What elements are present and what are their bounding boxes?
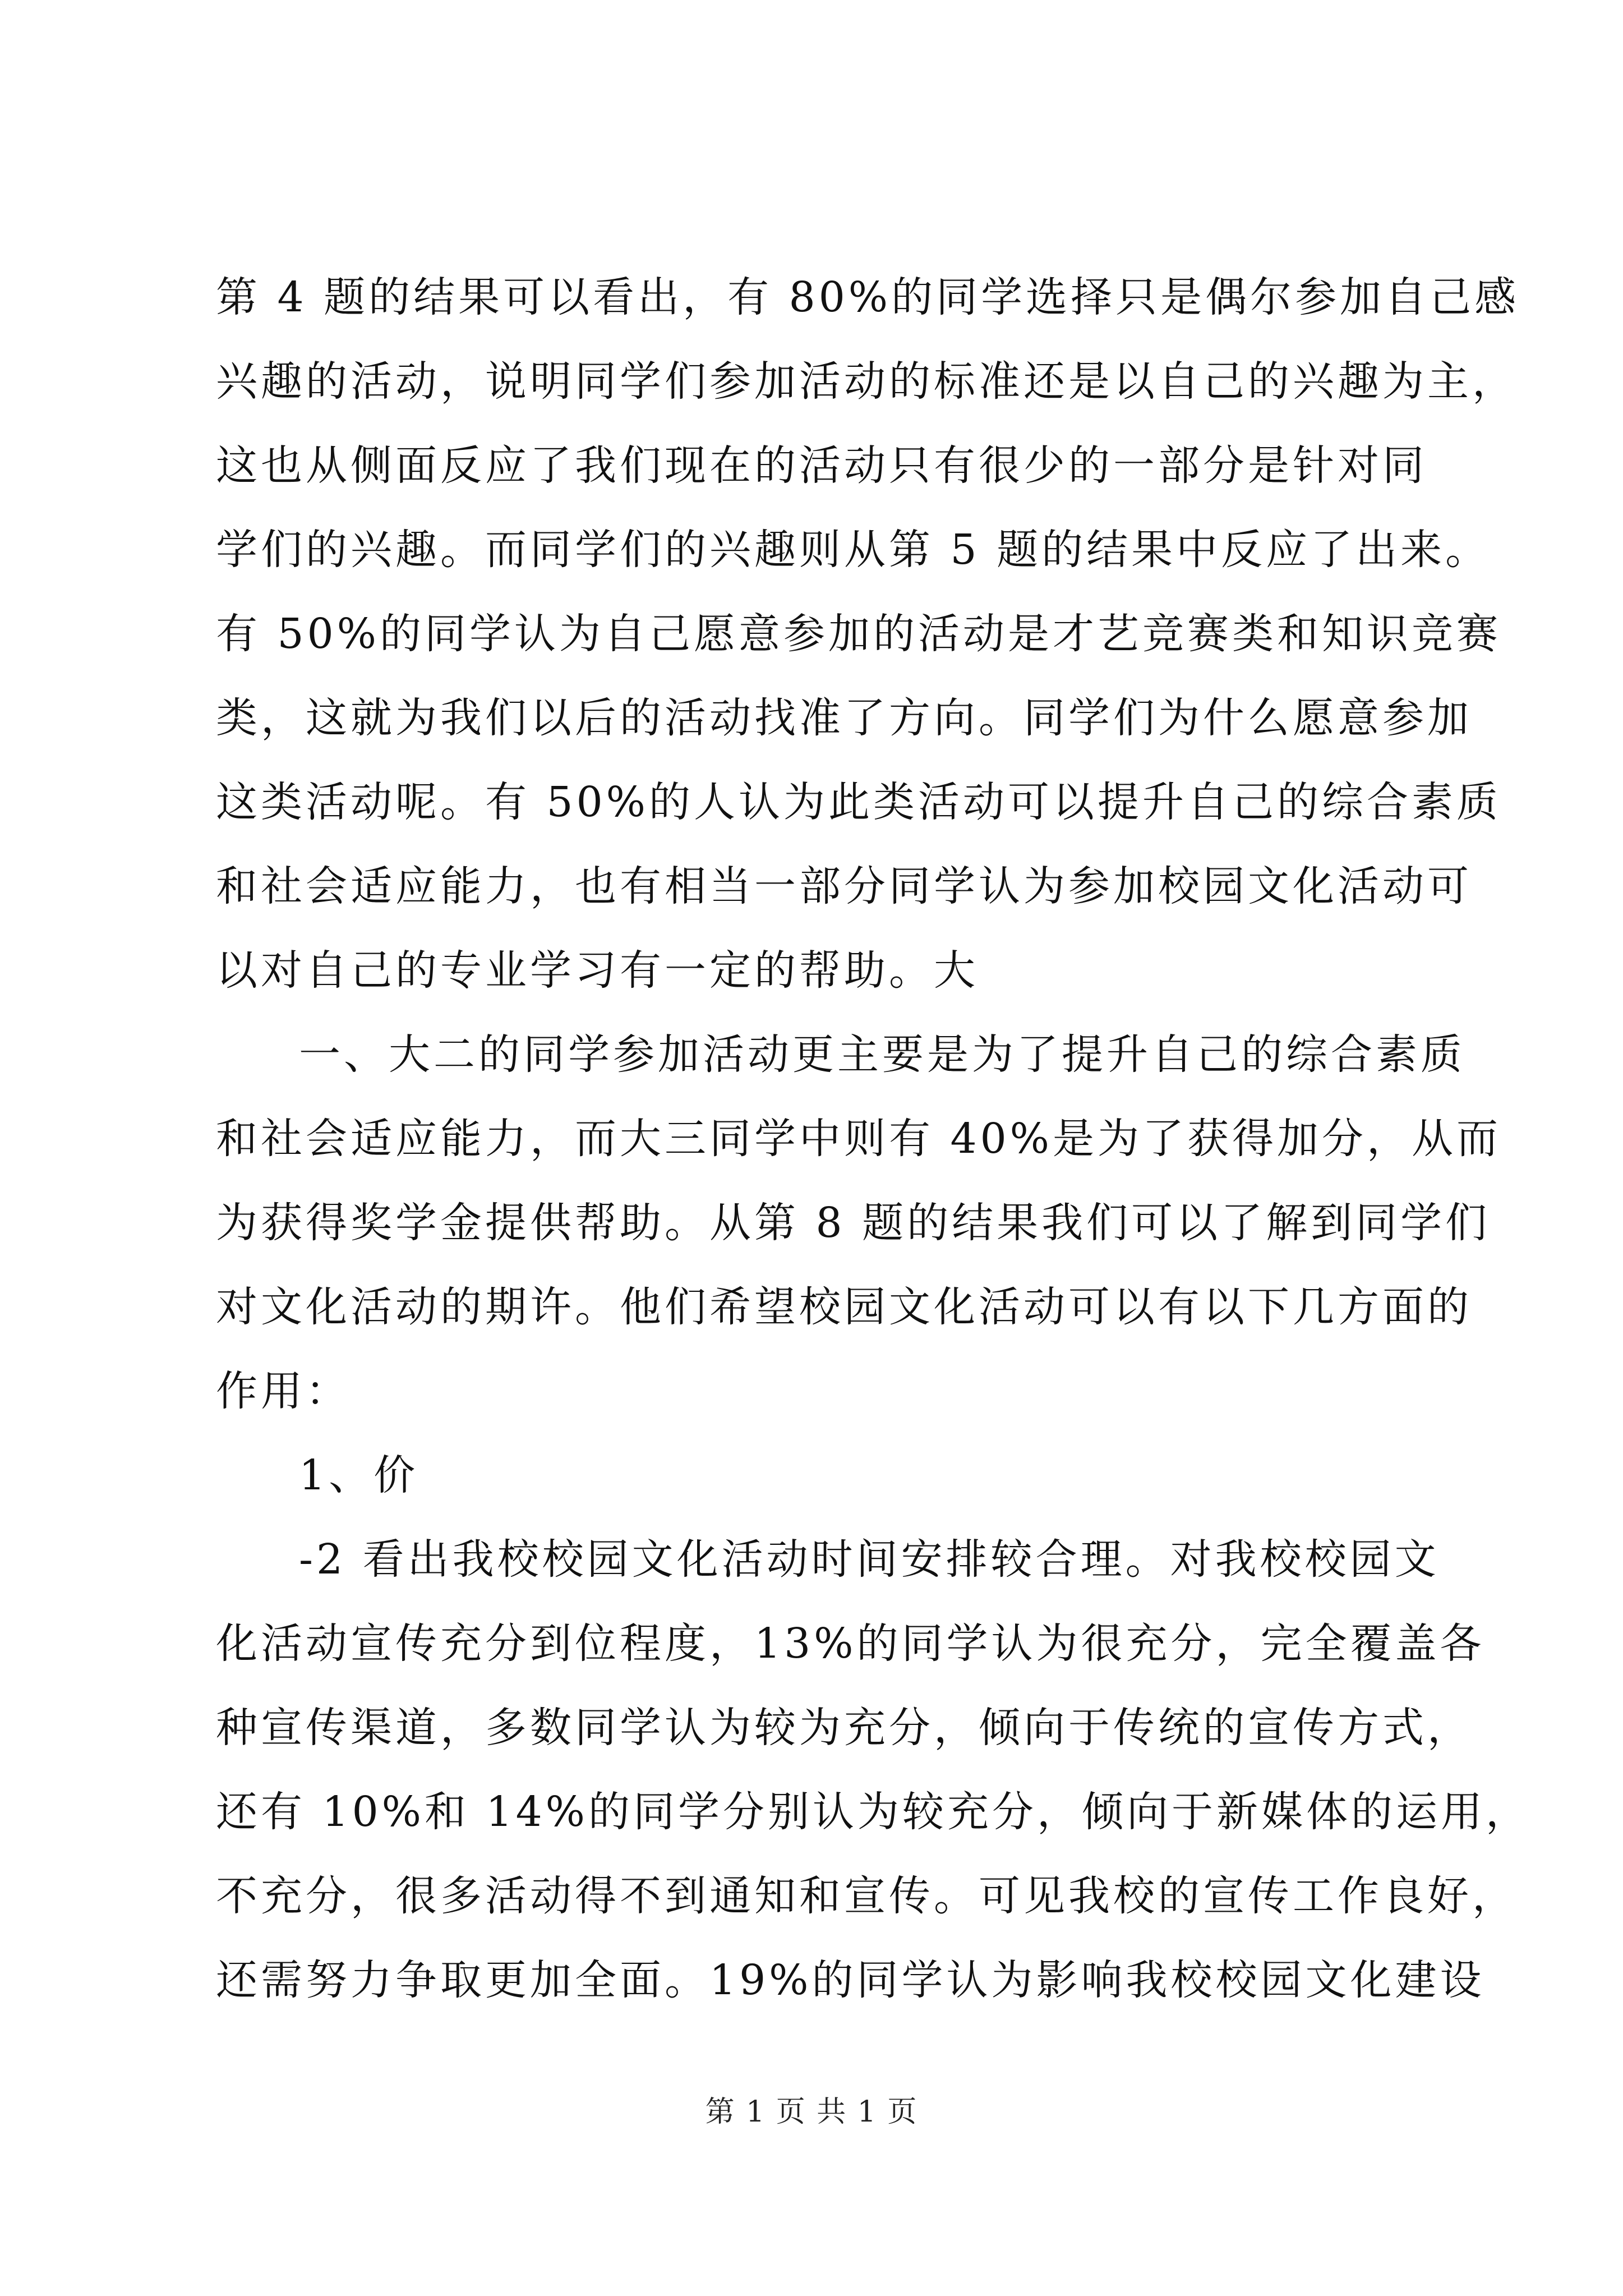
text-line: 种宣传渠道，多数同学认为较为充分，倾向于传统的宣传方式， bbox=[216, 1704, 1472, 1752]
text-line: 一、大二的同学参加活动更主要是为了提升自己的综合素质 bbox=[299, 1030, 1465, 1079]
text-line: 不充分，很多活动得不到通知和宣传。可见我校的宣传工作良好， bbox=[216, 1872, 1517, 1920]
text-line: 这类活动呢。有 50%的人认为此类活动可以提升自己的综合素质 bbox=[216, 778, 1501, 826]
text-line: 和社会适应能力，而大三同学中则有 40%是为了获得加分，从而 bbox=[216, 1115, 1501, 1163]
text-line: 为获得奖学金提供帮助。从第 8 题的结果我们可以了解到同学们 bbox=[216, 1199, 1491, 1247]
text-line: 第 4 题的结果可以看出，有 80%的同学选择只是偶尔参加自己感 bbox=[216, 273, 1520, 321]
text-line: 还需努力争取更加全面。19%的同学认为影响我校校园文化建设 bbox=[216, 1956, 1485, 2004]
text-line: 学们的兴趣。而同学们的兴趣则从第 5 题的结果中反应了出来。 bbox=[216, 526, 1491, 574]
text-line: 兴趣的活动，说明同学们参加活动的标准还是以自己的兴趣为主， bbox=[216, 357, 1517, 406]
text-line: -2 看出我校校园文化活动时间安排较合理。对我校校园文 bbox=[299, 1535, 1440, 1584]
text-line: 化活动宣传充分到位程度，13%的同学认为很充分，完全覆盖各 bbox=[216, 1619, 1485, 1668]
text-line: 还有 10%和 14%的同学分别认为较充分，倾向于新媒体的运用， bbox=[216, 1788, 1530, 1836]
document-body bbox=[216, 255, 1530, 2022]
page-number-label: 第 1 页 共 1 页 bbox=[705, 2095, 918, 2129]
text-line: 有 50%的同学认为自己愿意参加的活动是才艺竞赛类和知识竞赛 bbox=[216, 610, 1501, 658]
page-footer bbox=[0, 2092, 1623, 2132]
text-line: 对文化活动的期许。他们希望校园文化活动可以有以下几方面的 bbox=[216, 1283, 1472, 1331]
text-line: 以对自己的专业学习有一定的帮助。大 bbox=[216, 946, 979, 995]
text-line: 类，这就为我们以后的活动找准了方向。同学们为什么愿意参加 bbox=[216, 694, 1472, 742]
text-line: 这也从侧面反应了我们现在的活动只有很少的一部分是针对同 bbox=[216, 441, 1427, 490]
text-line: 1、价 bbox=[299, 1451, 419, 1499]
text-line: 和社会适应能力，也有相当一部分同学认为参加校园文化活动可 bbox=[216, 862, 1472, 910]
text-line: 作用： bbox=[216, 1367, 351, 1415]
